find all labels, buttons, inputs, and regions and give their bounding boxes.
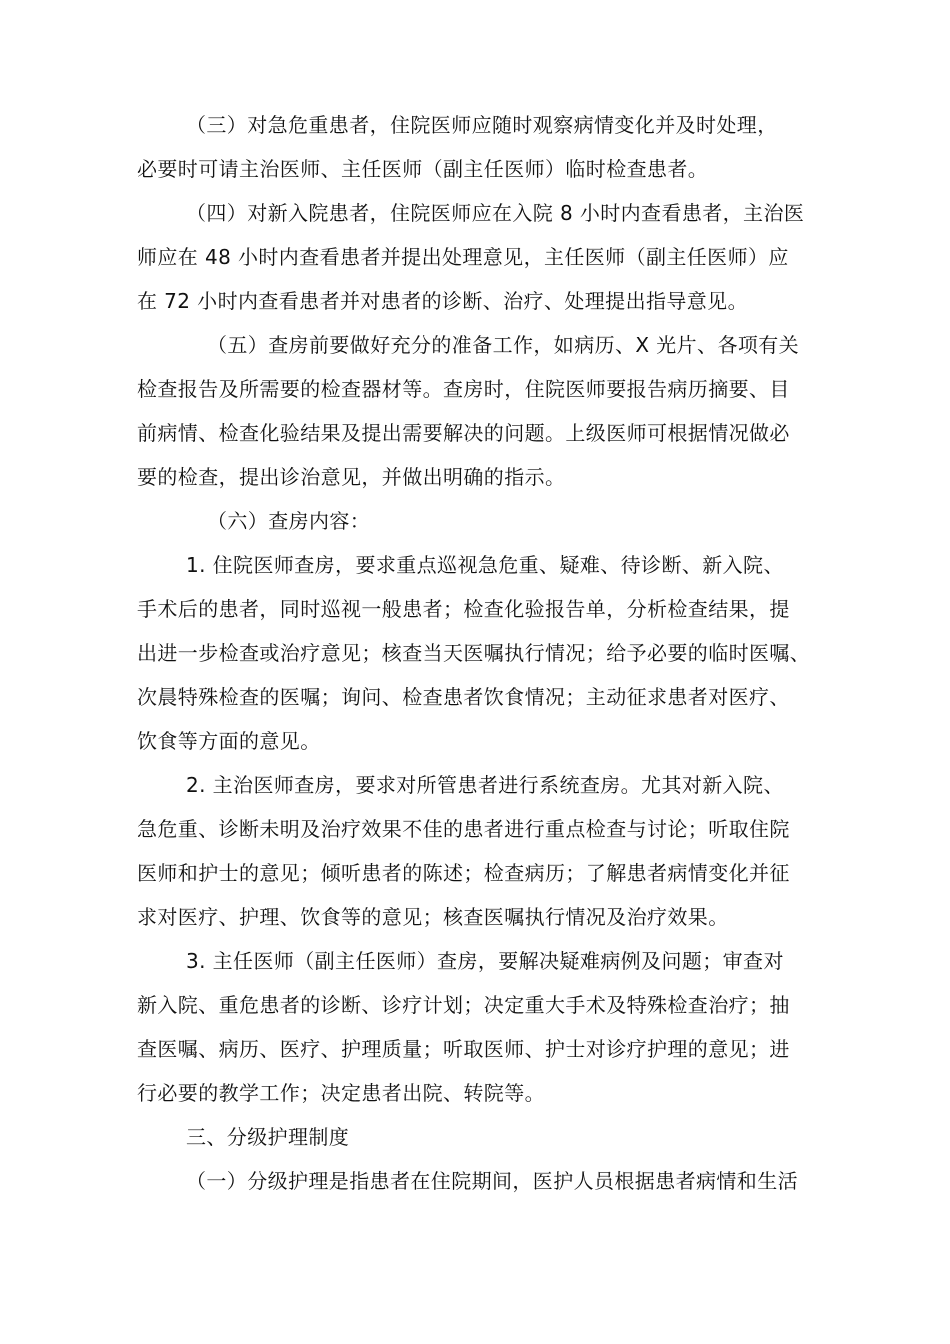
paragraph-3-line-1: （三）对急危重患者，住院医师应随时观察病情变化并及时处理，: [186, 113, 778, 137]
paragraph-4-line-3: 在 72 小时内查看患者并对患者的诊断、治疗、处理提出指导意见。: [137, 289, 748, 313]
item-1-line-5: 饮食等方面的意见。: [137, 729, 321, 753]
item-1-line-1: 1. 住院医师查房，要求重点巡视急危重、疑难、待诊断、新入院、: [186, 553, 784, 577]
item-2-line-1: 2. 主治医师查房，要求对所管患者进行系统查房。尤其对新入院、: [186, 773, 784, 797]
item-1-line-3: 出进一步检查或治疗意见；核查当天医嘱执行情况；给予必要的临时医嘱、: [137, 641, 811, 665]
paragraph-5-line-3: 前病情、检查化验结果及提出需要解决的问题。上级医师可根据情况做必: [137, 421, 790, 445]
item-3-line-1: 3. 主任医师（副主任医师）查房，要解决疑难病例及问题；审查对: [186, 949, 784, 973]
paragraph-5-line-4: 要的检查，提出诊治意见，并做出明确的指示。: [137, 465, 566, 489]
item-2-line-4: 求对医疗、护理、饮食等的意见；核查医嘱执行情况及治疗效果。: [137, 905, 729, 929]
item-2-line-2: 急危重、诊断未明及治疗效果不佳的患者进行重点检查与讨论；听取住院: [137, 817, 790, 841]
paragraph-3-line-2: 必要时可请主治医师、主任医师（副主任医师）临时检查患者。: [137, 157, 709, 181]
item-2-line-3: 医师和护士的意见；倾听患者的陈述；检查病历；了解患者病情变化并征: [137, 861, 790, 885]
nursing-paragraph-1-line-1: （一）分级护理是指患者在住院期间，医护人员根据患者病情和生活: [186, 1169, 798, 1193]
paragraph-5-line-1: （五）查房前要做好充分的准备工作，如病历、X 光片、各项有关: [207, 333, 800, 357]
section-heading-rounds-content: （六）查房内容：: [207, 509, 371, 533]
paragraph-4-line-2: 师应在 48 小时内查看患者并提出处理意见，主任医师（副主任医师）应: [137, 245, 789, 269]
item-1-line-2: 手术后的患者，同时巡视一般患者；检查化验报告单，分析检查结果，提: [137, 597, 790, 621]
paragraph-5-line-2: 检查报告及所需要的检查器材等。查房时，住院医师要报告病历摘要、目: [137, 377, 790, 401]
section-heading-nursing-levels: 三、分级护理制度: [186, 1125, 350, 1149]
item-3-line-3: 查医嘱、病历、医疗、护理质量；听取医师、护士对诊疗护理的意见；进: [137, 1037, 790, 1061]
item-1-line-4: 次晨特殊检查的医嘱；询问、检查患者饮食情况；主动征求患者对医疗、: [137, 685, 790, 709]
paragraph-4-line-1: （四）对新入院患者，住院医师应在入院 8 小时内查看患者，主治医: [186, 201, 805, 225]
item-3-line-2: 新入院、重危患者的诊断、诊疗计划；决定重大手术及特殊检查治疗；抽: [137, 993, 790, 1017]
item-3-line-4: 行必要的教学工作；决定患者出院、转院等。: [137, 1081, 545, 1105]
